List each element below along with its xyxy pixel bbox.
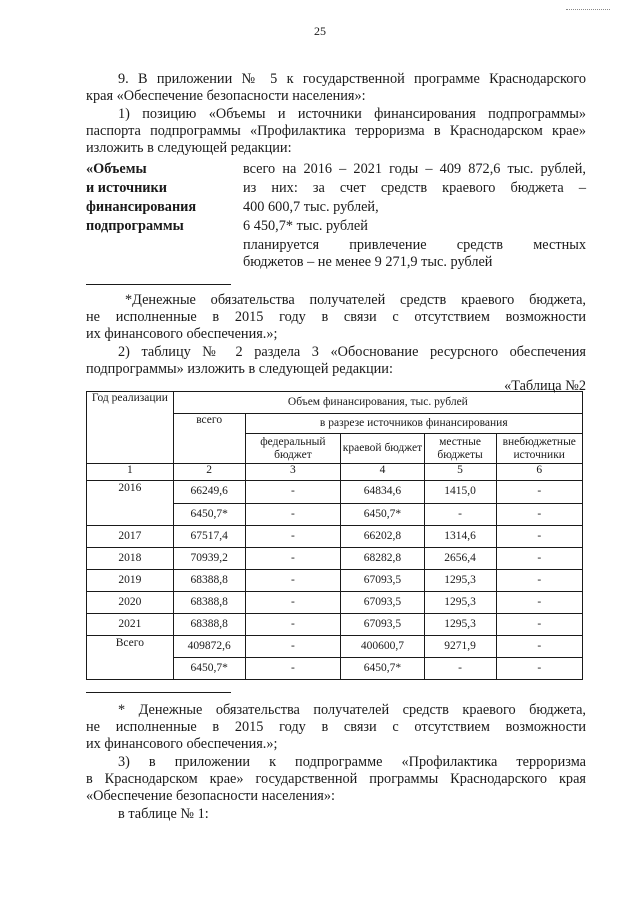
cell-local: - xyxy=(424,503,496,525)
cell-local: 1295,3 xyxy=(424,591,496,613)
table-row xyxy=(87,503,583,525)
header-local: местные бюджеты xyxy=(424,434,496,464)
cell-regional: 66202,8 xyxy=(341,525,424,547)
row-year: 2018 xyxy=(87,547,174,569)
footnote-rule-1 xyxy=(86,284,231,285)
sub-2-line-1: 2) таблицу № 2 раздела 3 «Обоснование ресурсного обеспечения xyxy=(118,344,586,360)
row-year xyxy=(87,658,174,680)
passport-value-6: бюджетов – не менее 9 271,9 тыс. рублей xyxy=(243,254,493,270)
row-year: 2020 xyxy=(87,591,174,613)
cell-federal: - xyxy=(245,591,341,613)
passport-label-4: подпрограммы xyxy=(86,218,184,234)
cell-offbudget: - xyxy=(496,481,583,504)
cell-total: 68388,8 xyxy=(173,569,245,591)
sub-2-line-2: подпрограммы» изложить в следующей редакции: xyxy=(86,361,393,377)
cell-regional: 68282,8 xyxy=(341,547,424,569)
cell-offbudget: - xyxy=(496,503,583,525)
table-row xyxy=(87,547,583,569)
footnote-1-line-3: их финансового обеспечения.»; xyxy=(86,326,278,342)
cell-total: 68388,8 xyxy=(173,613,245,635)
row-year: 2019 xyxy=(87,569,174,591)
cell-local: 1415,0 xyxy=(424,481,496,504)
page-number: 25 xyxy=(314,24,326,38)
passport-value-1: всего на 2016 – 2021 годы – 409 872,6 тыс. рублей, xyxy=(243,161,586,177)
table-row xyxy=(87,613,583,635)
passport-value-5: планируется привлечение средств местных xyxy=(243,237,586,253)
footnote-rule-2 xyxy=(86,692,231,693)
passport-value-2: из них: за счет средств краевого бюджета – xyxy=(243,180,586,196)
passport-label-1: «Объемы xyxy=(86,161,147,177)
table-caption: «Таблица №2 xyxy=(504,378,586,394)
para-9-line-1: 9. В приложении № 5 к государственной программе Краснодарского xyxy=(118,71,586,87)
header-offbudget: внебюджетные источники xyxy=(496,434,583,464)
para-9-line-2: края «Обеспечение безопасности населения»: xyxy=(86,88,366,104)
passport-label-2: и источники xyxy=(86,180,168,196)
col-number-5: 5 xyxy=(424,464,496,481)
header-regional: краевой бюджет xyxy=(341,434,424,464)
table-row xyxy=(87,635,583,658)
cell-regional: 400600,7 xyxy=(341,635,424,658)
table-row xyxy=(87,658,583,680)
footnote-1-line-1: *Денежные обязательства получателей средств краевого бюджета, xyxy=(125,292,586,308)
col-number-3: 3 xyxy=(245,464,341,481)
cell-federal: - xyxy=(245,613,341,635)
sub-3-line-1: 3) в приложении к подпрограмме «Профилактика терроризма xyxy=(118,754,586,770)
cell-offbudget: - xyxy=(496,547,583,569)
cell-local: - xyxy=(424,658,496,680)
row-year: 2016 xyxy=(87,481,174,504)
cell-federal: - xyxy=(245,635,341,658)
cell-total: 70939,2 xyxy=(173,547,245,569)
col-number-2: 2 xyxy=(173,464,245,481)
cell-federal: - xyxy=(245,525,341,547)
table-row xyxy=(87,481,583,504)
cell-regional: 67093,5 xyxy=(341,591,424,613)
table-row xyxy=(87,591,583,613)
sub-3-line-3: «Обеспечение безопасности населения»: xyxy=(86,788,335,804)
cell-offbudget: - xyxy=(496,525,583,547)
cell-regional: 6450,7* xyxy=(341,503,424,525)
footnote-1-line-2: не исполненные в 2015 году в связи с отсутствием возможности xyxy=(86,309,586,325)
cell-total: 6450,7* xyxy=(173,658,245,680)
sub-1-line-2: паспорта подпрограммы «Профилактика терроризма в Краснодарском крае» xyxy=(86,123,586,139)
financing-table xyxy=(86,391,583,680)
cell-regional: 6450,7* xyxy=(341,658,424,680)
cell-regional: 64834,6 xyxy=(341,481,424,504)
cell-regional: 67093,5 xyxy=(341,613,424,635)
row-year: Всего xyxy=(87,635,174,658)
passport-value-3: 400 600,7 тыс. рублей, xyxy=(243,199,379,215)
row-year: 2021 xyxy=(87,613,174,635)
table-row xyxy=(87,525,583,547)
cell-local: 1295,3 xyxy=(424,613,496,635)
scan-mark xyxy=(566,9,610,11)
cell-offbudget: - xyxy=(496,591,583,613)
table-1-intro: в таблице № 1: xyxy=(118,806,209,822)
table-row xyxy=(87,569,583,591)
passport-value-4: 6 450,7* тыс. рублей xyxy=(243,218,368,234)
cell-federal: - xyxy=(245,569,341,591)
row-year xyxy=(87,503,174,525)
cell-local: 1295,3 xyxy=(424,569,496,591)
col-number-6: 6 xyxy=(496,464,583,481)
row-year: 2017 xyxy=(87,525,174,547)
footnote-2-line-3: их финансового обеспечения.»; xyxy=(86,736,278,752)
cell-federal: - xyxy=(245,481,341,504)
cell-total: 66249,6 xyxy=(173,481,245,504)
header-volume: Объем финансирования, тыс. рублей xyxy=(173,392,582,414)
cell-total: 409872,6 xyxy=(173,635,245,658)
header-total: всего xyxy=(173,414,245,464)
cell-total: 68388,8 xyxy=(173,591,245,613)
cell-federal: - xyxy=(245,547,341,569)
cell-federal: - xyxy=(245,503,341,525)
header-breakdown: в разрезе источников финансирования xyxy=(245,414,582,434)
footnote-2-line-2: не исполненные в 2015 году в связи с отсутствием возможности xyxy=(86,719,586,735)
sub-1-line-1: 1) позицию «Объемы и источники финансирования подпрограммы» xyxy=(118,106,586,122)
cell-offbudget: - xyxy=(496,569,583,591)
sub-3-line-2: в Краснодарском крае» государственной программы Краснодарского края xyxy=(86,771,586,787)
cell-total: 6450,7* xyxy=(173,503,245,525)
cell-offbudget: - xyxy=(496,635,583,658)
cell-local: 1314,6 xyxy=(424,525,496,547)
cell-total: 67517,4 xyxy=(173,525,245,547)
footnote-2-line-1: * Денежные обязательства получателей средств краевого бюджета, xyxy=(118,702,586,718)
cell-offbudget: - xyxy=(496,613,583,635)
cell-federal: - xyxy=(245,658,341,680)
sub-1-line-3: изложить в следующей редакции: xyxy=(86,140,292,156)
header-year: Год реализации xyxy=(87,392,174,464)
header-federal: федеральный бюджет xyxy=(245,434,341,464)
passport-label-3: финансирования xyxy=(86,199,197,215)
cell-local: 9271,9 xyxy=(424,635,496,658)
cell-regional: 67093,5 xyxy=(341,569,424,591)
cell-local: 2656,4 xyxy=(424,547,496,569)
col-number-1: 1 xyxy=(87,464,174,481)
cell-offbudget: - xyxy=(496,658,583,680)
col-number-4: 4 xyxy=(341,464,424,481)
